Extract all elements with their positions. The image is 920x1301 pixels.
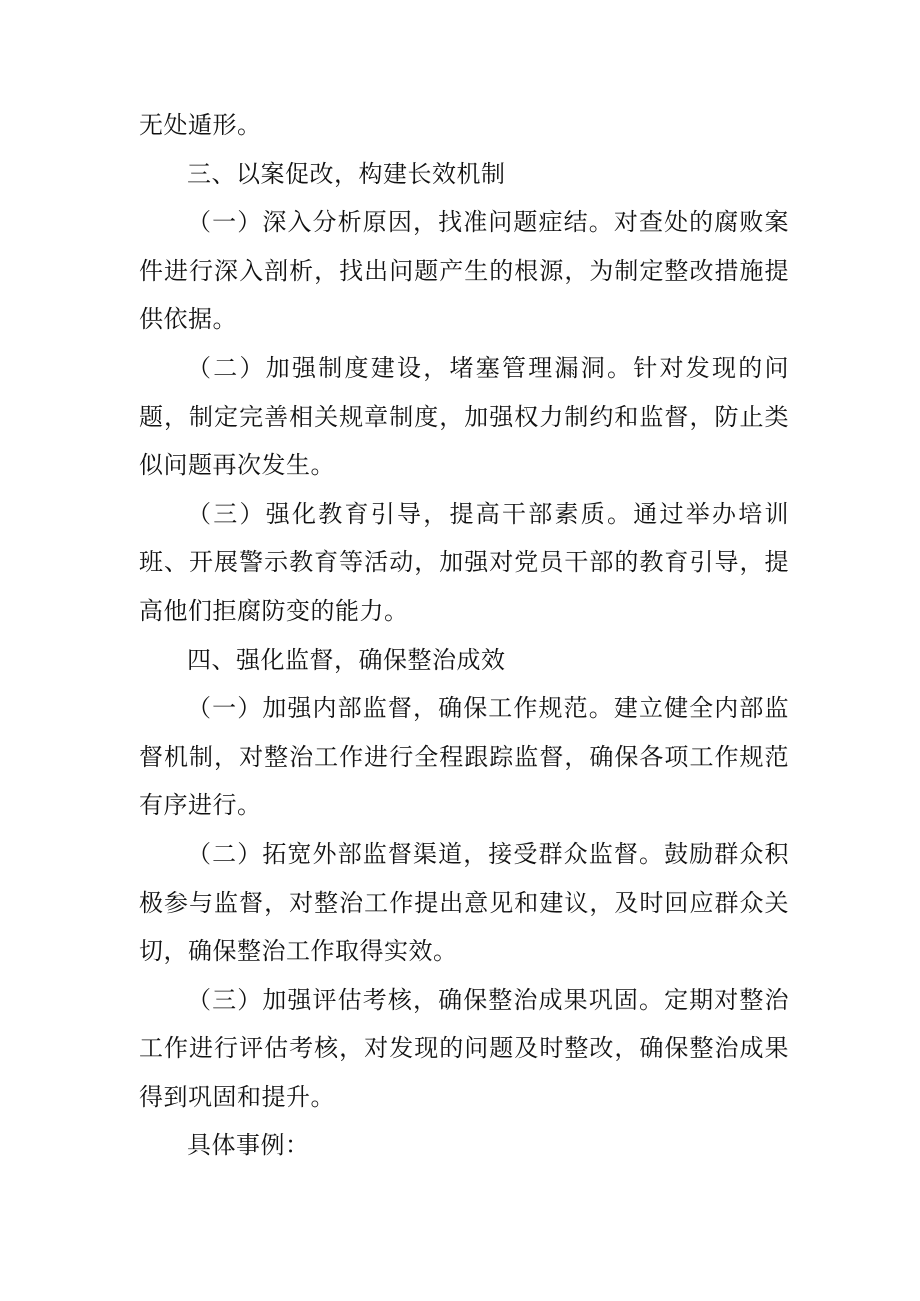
document-body bbox=[139, 101, 789, 1170]
paragraph-3-1: （一）深入分析原因，找准问题症结。对查处的腐败案件进行深入剖析，找出问题产生的根源，为制定整改措施提供依据。 bbox=[139, 208, 789, 334]
section-heading-4: 四、强化监督，确保整治成效 bbox=[187, 645, 506, 674]
examples-heading: 具体事例： bbox=[187, 1131, 310, 1160]
paragraph-4-2: （二）拓宽外部监督渠道，接受群众监督。鼓励群众积极参与监督，对整治工作提出意见和建议，及时回应群众关切，确保整治工作取得实效。 bbox=[139, 839, 789, 966]
paragraph-continuation: 无处遁形。 bbox=[139, 111, 262, 139]
paragraph-4-3: （三）加强评估考核，确保整治成果巩固。定期对整治工作进行评估考核，对发现的问题及时整改，确保整治成果得到巩固和提升。 bbox=[139, 985, 789, 1111]
section-heading-3: 三、以案促改，构建长效机制 bbox=[187, 159, 506, 188]
paragraph-3-2: （二）加强制度建设，堵塞管理漏洞。针对发现的问题，制定完善相关规章制度，加强权力制约和监督，防止类似问题再次发生。 bbox=[139, 353, 789, 480]
paragraph-4-1: （一）加强内部监督，确保工作规范。建立健全内部监督机制，对整治工作进行全程跟踪监督，确保各项工作规范有序进行。 bbox=[139, 694, 789, 820]
paragraph-3-3: （三）强化教育引导，提高干部素质。通过举办培训班、开展警示教育等活动，加强对党员干部的教育引导，提高他们拒腐防变的能力。 bbox=[139, 499, 789, 625]
